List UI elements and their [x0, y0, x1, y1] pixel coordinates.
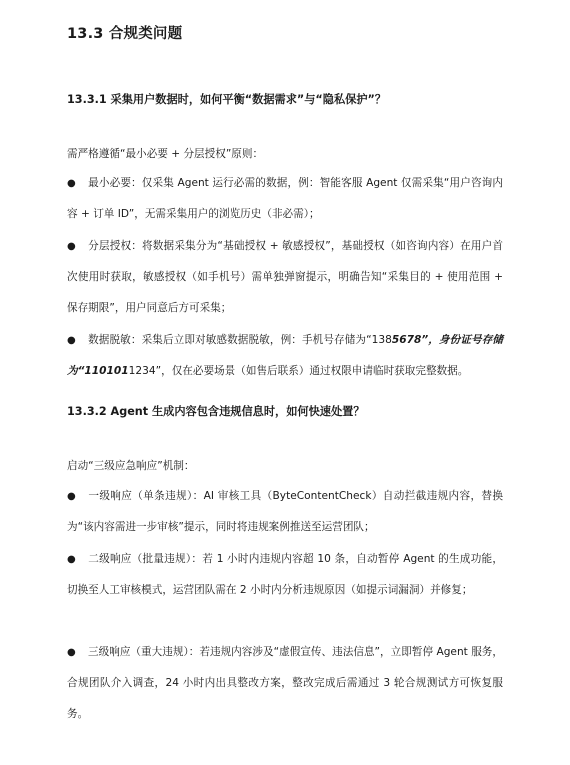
bullet-icon: ● [67, 647, 76, 658]
masked-phone-text: 5678”，身份证号存储为“110101 [67, 334, 503, 377]
list-item-text: 三级响应（重大违规）：若违规内容涉及“虚假宣传、违法信息”，立即暂停 Agent 服务，合规团队介入调查，24 小时内出具整改方案，整改完成后需通过 3 轮合规测试方可恢复服务。 [67, 646, 503, 720]
bullet-icon: ● [67, 491, 76, 502]
list-item-text: 二级响应（批量违规）：若 1 小时内违规内容超 10 条，自动暂停 Agent 的生成功能，切换至人工审核模式，运营团队需在 2 小时内分析违规原因（如提示词漏洞）并修复； [67, 553, 503, 596]
list-item-text: 数据脱敏：采集后立即对敏感数据脱敏，例：手机号存储为“138 [88, 334, 392, 346]
bullet-icon: ● [67, 178, 76, 189]
intro-paragraph-2: 启动“三级应急响应”机制： [67, 460, 195, 472]
list-item [67, 168, 503, 230]
list-item [67, 544, 503, 606]
bullet-icon: ● [67, 554, 76, 565]
bullet-icon: ● [67, 241, 76, 252]
list-item-text: 1234”，仅在必要场景（如售后联系）通过权限申请临时获取完整数据。 [128, 365, 469, 377]
list-item-text: 分层授权：将数据采集分为“基础授权 + 敏感授权”，基础授权（如咨询内容）在用户首次使用时获取，敏感授权（如手机号）需单独弹窗提示，明确告知“采集目的 + 使用范围 + 保存期限”，用户同意后方可采集； [67, 240, 503, 314]
list-item [67, 325, 503, 387]
section-heading: 13.3 合规类问题 [67, 26, 183, 42]
intro-paragraph-1: 需严格遵循“最小必要 + 分层授权”原则： [67, 148, 264, 160]
list-item-text: 一级响应（单条违规）：AI 审核工具（ByteContentCheck）自动拦截违规内容，替换为“该内容需进一步审核”提示，同时将违规案例推送至运营团队； [67, 490, 503, 533]
bullet-icon: ● [67, 335, 76, 346]
question-heading-1: 13.3.1 采集用户数据时，如何平衡“数据需求”与“隐私保护”？ [67, 93, 387, 106]
list-item-text: 最小必要：仅采集 Agent 运行必需的数据，例：智能客服 Agent 仅需采集“用户咨询内容 + 订单 ID”，无需采集用户的浏览历史（非必需）； [67, 177, 503, 220]
list-item [67, 637, 503, 730]
list-item [67, 231, 503, 324]
list-item [67, 481, 503, 543]
question-heading-2: 13.3.2 Agent 生成内容包含违规信息时，如何快速处置？ [67, 405, 365, 418]
